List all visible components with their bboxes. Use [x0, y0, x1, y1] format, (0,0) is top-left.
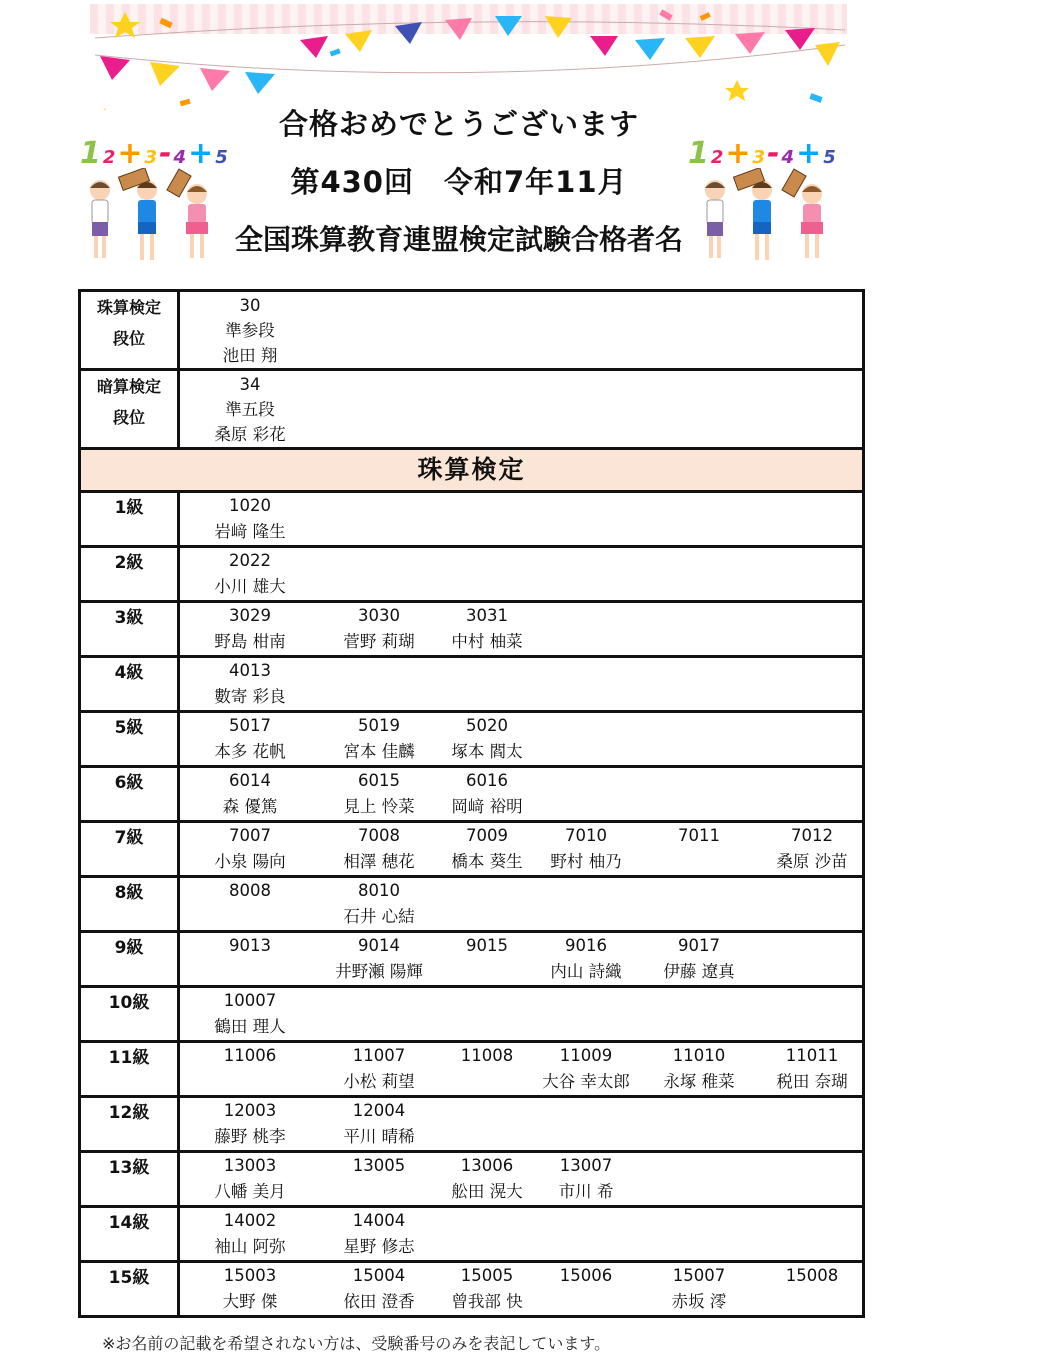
grade-entries-cell [179, 712, 864, 767]
dan-row-anzan [80, 370, 864, 449]
dan-row-soroban [80, 291, 864, 370]
grade-entries-cell [179, 822, 864, 877]
candidate-entry [636, 1263, 762, 1315]
exam-number: 9013 [229, 936, 271, 955]
exam-number: 11006 [223, 1046, 277, 1065]
grade-label: 2級 [80, 547, 179, 602]
candidate-name: 小川 雄大 [214, 577, 286, 596]
grade-entries-cell [179, 657, 864, 712]
candidate-name: 鶴田 理人 [214, 1017, 286, 1036]
candidate-name [180, 958, 320, 985]
grade-row [80, 1152, 864, 1207]
grade-label: 12級 [80, 1097, 179, 1152]
exam-number: 9016 [565, 936, 607, 955]
candidate-entry [438, 1263, 536, 1315]
exam-number: 11009 [559, 1046, 613, 1065]
results-table [78, 289, 865, 1318]
candidate-name: 井野瀬 陽輝 [335, 962, 423, 981]
grade-label: 5級 [80, 712, 179, 767]
exam-number: 6015 [358, 771, 400, 790]
section-title: 珠算検定 [80, 449, 864, 492]
exam-number: 6014 [229, 771, 271, 790]
candidate-name: 八幡 美月 [214, 1182, 286, 1201]
candidate-name: 袖山 阿弥 [214, 1237, 286, 1256]
grade-label: 10級 [80, 987, 179, 1042]
exam-number: 9015 [466, 936, 508, 955]
exam-number: 5017 [229, 716, 271, 735]
candidate-name: 菅野 莉瑚 [343, 632, 415, 651]
candidate-entry [536, 1043, 636, 1095]
candidate-entry [320, 1208, 438, 1260]
candidate-name: 岩﨑 隆生 [214, 522, 286, 541]
candidate-entry [536, 1263, 636, 1315]
grade-row [80, 1042, 864, 1097]
grade-row [80, 987, 864, 1042]
candidate-name: 赤坂 澪 [671, 1292, 727, 1311]
candidate-entry [320, 1098, 438, 1150]
candidate-name: 伊藤 遼真 [663, 962, 735, 981]
congrats-heading: 合格おめでとうございます [278, 107, 639, 141]
grade-entries-cell [179, 1207, 864, 1262]
candidate-entry [180, 658, 320, 710]
candidate-entry [180, 988, 320, 1040]
candidate-entry [438, 1043, 536, 1095]
candidate-name: 大谷 幸太郎 [542, 1072, 630, 1091]
dan-rank: 準五段 [225, 400, 275, 419]
grade-row [80, 712, 864, 767]
dan-entry-cell [179, 291, 864, 370]
grade-label: 8級 [80, 877, 179, 932]
candidate-entry [180, 1153, 320, 1205]
candidate-name [180, 1068, 320, 1095]
grade-entries-cell [179, 1262, 864, 1317]
exam-number: 7012 [791, 826, 833, 845]
exam-number: 4013 [229, 661, 271, 680]
grade-entries-cell [179, 547, 864, 602]
exam-number: 13003 [223, 1156, 277, 1175]
candidate-entry [180, 603, 320, 655]
exam-number: 7007 [229, 826, 271, 845]
candidate-name: 見上 怜菜 [343, 797, 415, 816]
row-label: 暗算検定 段位 [80, 370, 179, 449]
candidate-entry [438, 713, 536, 765]
grade-entries-cell [179, 1152, 864, 1207]
candidate-entry [180, 1098, 320, 1150]
candidate-entry [438, 823, 536, 875]
candidate-entry [438, 933, 536, 985]
candidate-name: 星野 修志 [343, 1237, 415, 1256]
candidate-name: 橋本 葵生 [451, 852, 523, 871]
exam-number: 5019 [358, 716, 400, 735]
candidate-entry [320, 1263, 438, 1315]
exam-number: 13005 [352, 1156, 406, 1175]
exam-number: 15005 [460, 1266, 514, 1285]
candidate-name [636, 848, 762, 875]
exam-number: 7008 [358, 826, 400, 845]
grade-row [80, 877, 864, 932]
candidate-name: 依田 澄香 [343, 1292, 415, 1311]
exam-number: 11007 [352, 1046, 406, 1065]
exam-number: 9017 [678, 936, 720, 955]
exam-number: 8010 [358, 881, 400, 900]
grade-entries-cell [179, 492, 864, 547]
candidate-entry [180, 1043, 320, 1095]
grade-row [80, 1207, 864, 1262]
grade-row [80, 1097, 864, 1152]
grade-label: 9級 [80, 932, 179, 987]
grade-entries-cell [179, 877, 864, 932]
candidate-name: 舩田 滉大 [451, 1182, 523, 1201]
exam-number: 15007 [672, 1266, 726, 1285]
exam-number: 15008 [785, 1266, 839, 1285]
exam-number: 10007 [223, 991, 277, 1010]
grade-label: 11級 [80, 1042, 179, 1097]
grade-label: 13級 [80, 1152, 179, 1207]
exam-number: 6016 [466, 771, 508, 790]
dan-entry [180, 292, 320, 368]
exam-number: 34 [239, 375, 261, 394]
footnote: ※お名前の記載を希望されない方は、受験番号のみを表記しています。 [102, 1334, 611, 1353]
grade-label: 4級 [80, 657, 179, 712]
candidate-name: 岡﨑 裕明 [451, 797, 523, 816]
candidate-entry [180, 933, 320, 985]
grade-entries-cell [179, 602, 864, 657]
candidate-name: 桑原 彩花 [214, 425, 286, 444]
exam-number: 3031 [466, 606, 508, 625]
exam-number: 15006 [559, 1266, 613, 1285]
candidate-entry [320, 1043, 438, 1095]
exam-number: 14004 [352, 1211, 406, 1230]
exam-number: 3030 [358, 606, 400, 625]
candidate-entry [320, 1153, 438, 1205]
candidate-name [536, 1288, 636, 1315]
candidate-entry [180, 878, 320, 930]
candidate-entry [320, 713, 438, 765]
candidate-name [438, 958, 536, 985]
candidate-entry [762, 1043, 862, 1095]
decor-numbers-right: 1 2+ 3- 4+ 5 [688, 136, 836, 171]
candidate-name: 大野 傑 [222, 1292, 278, 1311]
grade-label: 7級 [80, 822, 179, 877]
candidate-name: 中村 柚菜 [451, 632, 523, 651]
grade-row [80, 602, 864, 657]
candidate-entry [320, 878, 438, 930]
candidate-entry [180, 713, 320, 765]
candidate-entry [636, 823, 762, 875]
candidate-entry [636, 1043, 762, 1095]
candidate-name [438, 1068, 536, 1095]
exam-session-heading: 第430回 令和7年11月 [290, 165, 628, 199]
exam-number: 3029 [229, 606, 271, 625]
exam-number: 1020 [229, 496, 271, 515]
candidate-name: 小松 莉望 [343, 1072, 415, 1091]
candidate-name: 永塚 稚菜 [663, 1072, 735, 1091]
candidate-name: 市川 希 [558, 1182, 614, 1201]
candidate-name: 數寄 彩良 [214, 687, 286, 706]
grade-row [80, 767, 864, 822]
grade-label: 15級 [80, 1262, 179, 1317]
candidate-entry [762, 1263, 862, 1315]
exam-number: 12004 [352, 1101, 406, 1120]
dan-entry-cell [179, 370, 864, 449]
candidate-entry [320, 933, 438, 985]
candidate-entry [180, 1208, 320, 1260]
exam-number: 9014 [358, 936, 400, 955]
candidate-entry [320, 603, 438, 655]
grade-label: 3級 [80, 602, 179, 657]
candidate-name: 平川 晴稀 [343, 1127, 415, 1146]
candidate-entry [438, 768, 536, 820]
candidate-name: 塚本 閻太 [451, 742, 523, 761]
candidate-entry [180, 1263, 320, 1315]
exam-title-heading: 全国珠算教育連盟検定試験合格者名 [234, 223, 683, 256]
candidate-name [180, 903, 320, 930]
candidate-entry [636, 933, 762, 985]
grade-entries-cell [179, 767, 864, 822]
exam-number: 14002 [223, 1211, 277, 1230]
grade-row [80, 932, 864, 987]
candidate-name: 小泉 陽向 [214, 852, 286, 871]
candidate-entry [438, 1153, 536, 1205]
exam-number: 11008 [460, 1046, 514, 1065]
exam-number: 13007 [559, 1156, 613, 1175]
candidate-name: 宮本 佳麟 [343, 742, 415, 761]
exam-number: 8008 [229, 881, 271, 900]
grade-entries-cell [179, 1097, 864, 1152]
grade-row [80, 492, 864, 547]
candidate-entry [536, 823, 636, 875]
header-banner [0, 0, 1053, 285]
exam-number: 15004 [352, 1266, 406, 1285]
candidate-entry [536, 1153, 636, 1205]
candidate-entry [438, 603, 536, 655]
candidate-name: 内山 詩織 [550, 962, 622, 981]
row-label: 珠算検定 段位 [80, 291, 179, 370]
decor-numbers-left: 1 2+ 3- 4+ 5 [80, 136, 228, 171]
candidate-entry [180, 823, 320, 875]
candidate-name: 森 優篤 [222, 797, 278, 816]
exam-number: 15003 [223, 1266, 277, 1285]
candidate-name: 本多 花帆 [214, 742, 286, 761]
grade-entries-cell [179, 1042, 864, 1097]
dan-entry [180, 371, 320, 447]
grade-row [80, 657, 864, 712]
exam-number: 11010 [672, 1046, 726, 1065]
candidate-name [320, 1178, 438, 1205]
section-header-row [80, 449, 864, 492]
exam-number: 13006 [460, 1156, 514, 1175]
grade-row [80, 547, 864, 602]
candidate-name [762, 1288, 862, 1315]
candidate-name: 野島 柑南 [214, 632, 286, 651]
candidate-entry [762, 823, 862, 875]
grade-label: 14級 [80, 1207, 179, 1262]
candidate-entry [320, 823, 438, 875]
dan-rank: 準参段 [225, 321, 275, 340]
exam-number: 30 [239, 296, 261, 315]
exam-number: 12003 [223, 1101, 277, 1120]
bunting-garland [0, 0, 1053, 110]
candidate-entry [320, 768, 438, 820]
exam-number: 7010 [565, 826, 607, 845]
candidate-entry [180, 768, 320, 820]
candidate-name: 石井 心結 [343, 907, 415, 926]
candidate-entry [536, 933, 636, 985]
exam-number: 5020 [466, 716, 508, 735]
candidate-entry [180, 493, 320, 545]
candidate-entry [180, 548, 320, 600]
exam-number: 11011 [785, 1046, 839, 1065]
candidate-name: 相澤 穂花 [343, 852, 415, 871]
candidate-name: 藤野 桃李 [214, 1127, 286, 1146]
exam-number: 2022 [229, 551, 271, 570]
grade-entries-cell [179, 987, 864, 1042]
grade-label: 1級 [80, 492, 179, 547]
grade-label: 6級 [80, 767, 179, 822]
candidate-name: 曾我部 快 [451, 1292, 523, 1311]
candidate-name: 池田 翔 [222, 346, 278, 365]
grade-row [80, 1262, 864, 1317]
grade-row [80, 822, 864, 877]
candidate-name: 税田 奈瑚 [776, 1072, 848, 1091]
exam-number: 7011 [678, 826, 720, 845]
exam-number: 7009 [466, 826, 508, 845]
grade-entries-cell [179, 932, 864, 987]
candidate-name: 野村 柚乃 [550, 852, 622, 871]
candidate-name: 桑原 沙苗 [776, 852, 848, 871]
